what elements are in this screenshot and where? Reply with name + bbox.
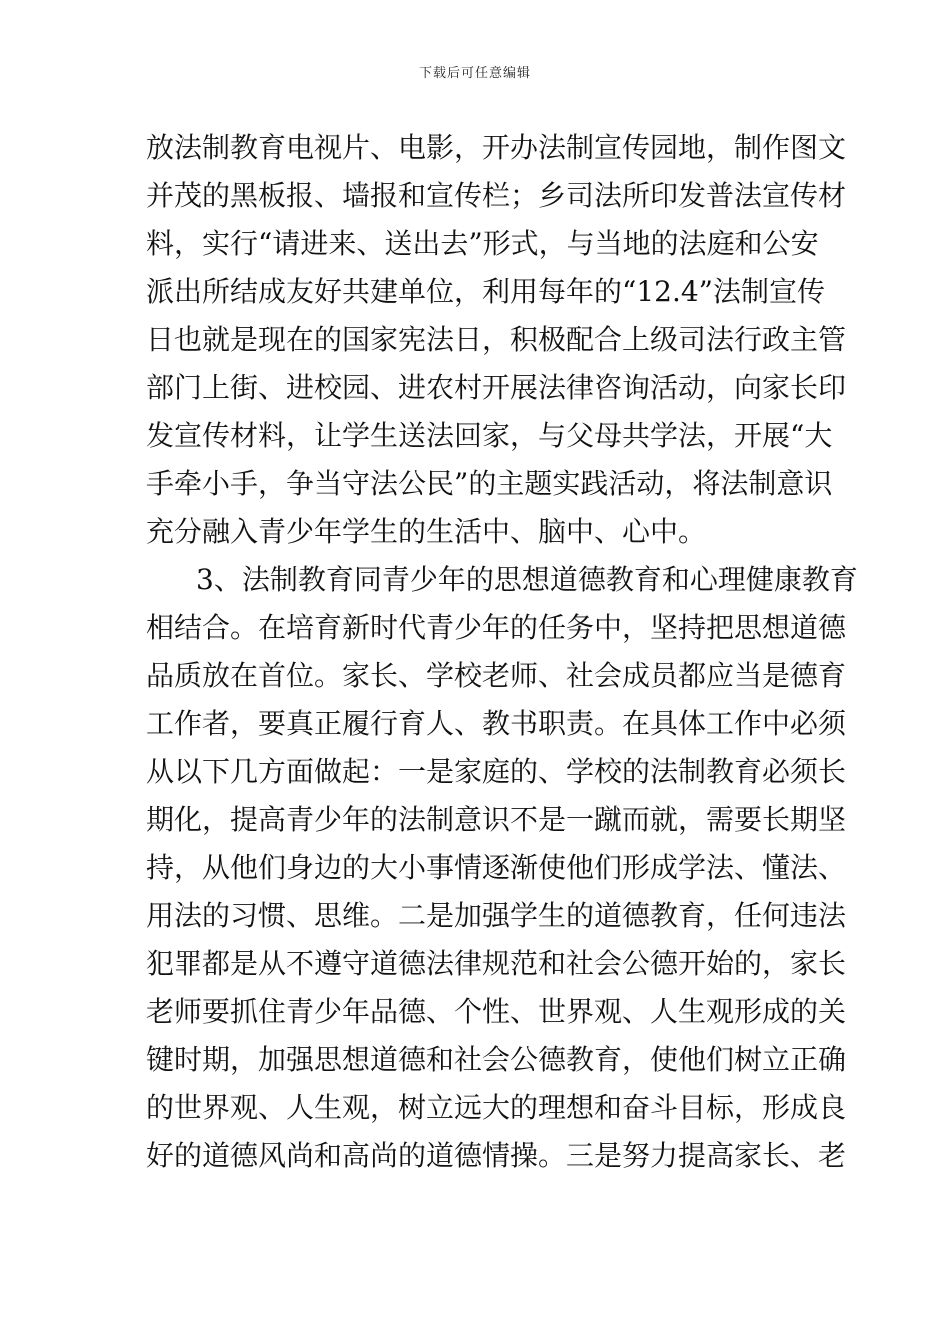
- text-line: 手牵小手，争当守法公民”的主题实践活动，将法制意识: [146, 467, 833, 500]
- text-line: 并茂的黑板报、墙报和宣传栏；乡司法所印发普法宣传材: [146, 179, 847, 212]
- text-line: 工作者，要真正履行育人、教书职责。在具体工作中必须: [146, 707, 847, 740]
- text-line: 期化，提高青少年的法制意识不是一蹴而就，需要长期坚: [146, 803, 847, 836]
- text-line: 键时期，加强思想道德和社会公德教育，使他们树立正确: [146, 1043, 847, 1076]
- text-line: 部门上街、进校园、进农村开展法律咨询活动，向家长印: [146, 371, 847, 404]
- text-line: 放法制教育电视片、电影，开办法制宣传园地，制作图文: [146, 131, 847, 164]
- text-line: 持，从他们身边的大小事情逐渐使他们形成学法、懂法、: [146, 851, 847, 884]
- text-line: 日也就是现在的国家宪法日，积极配合上级司法行政主管: [146, 323, 847, 356]
- paragraph-last-line: 充分融入青少年学生的生活中、脑中、心中。: [146, 515, 707, 548]
- text-line: 派出所结成友好共建单位，利用每年的“12.4”法制宣传: [146, 275, 825, 308]
- text-line: 好的道德风尚和高尚的道德情操。三是努力提高家长、老: [146, 1139, 847, 1172]
- text-line: 相结合。在培育新时代青少年的任务中，坚持把思想道德: [146, 611, 847, 644]
- text-line: 用法的习惯、思维。二是加强学生的道德教育，任何违法: [146, 899, 847, 932]
- paragraph-first-line: 3、法制教育同青少年的思想道德教育和心理健康教育: [196, 563, 858, 596]
- text-line: 的世界观、人生观，树立远大的理想和奋斗目标，形成良: [146, 1091, 847, 1124]
- document-body: [146, 124, 858, 1180]
- text-line: 料，实行“请进来、送出去”形式，与当地的法庭和公安: [146, 227, 819, 260]
- text-line: 老师要抓住青少年品德、个性、世界观、人生观形成的关: [146, 995, 847, 1028]
- text-line: 品质放在首位。家长、学校老师、社会成员都应当是德育: [146, 659, 847, 692]
- page-header: 下载后可任意编辑: [418, 66, 531, 81]
- text-line: 从以下几方面做起：一是家庭的、学校的法制教育必须长: [146, 755, 847, 788]
- text-line: 犯罪都是从不遵守道德法律规范和社会公德开始的，家长: [146, 947, 847, 980]
- text-line: 发宣传材料，让学生送法回家，与父母共学法，开展“大: [146, 419, 833, 452]
